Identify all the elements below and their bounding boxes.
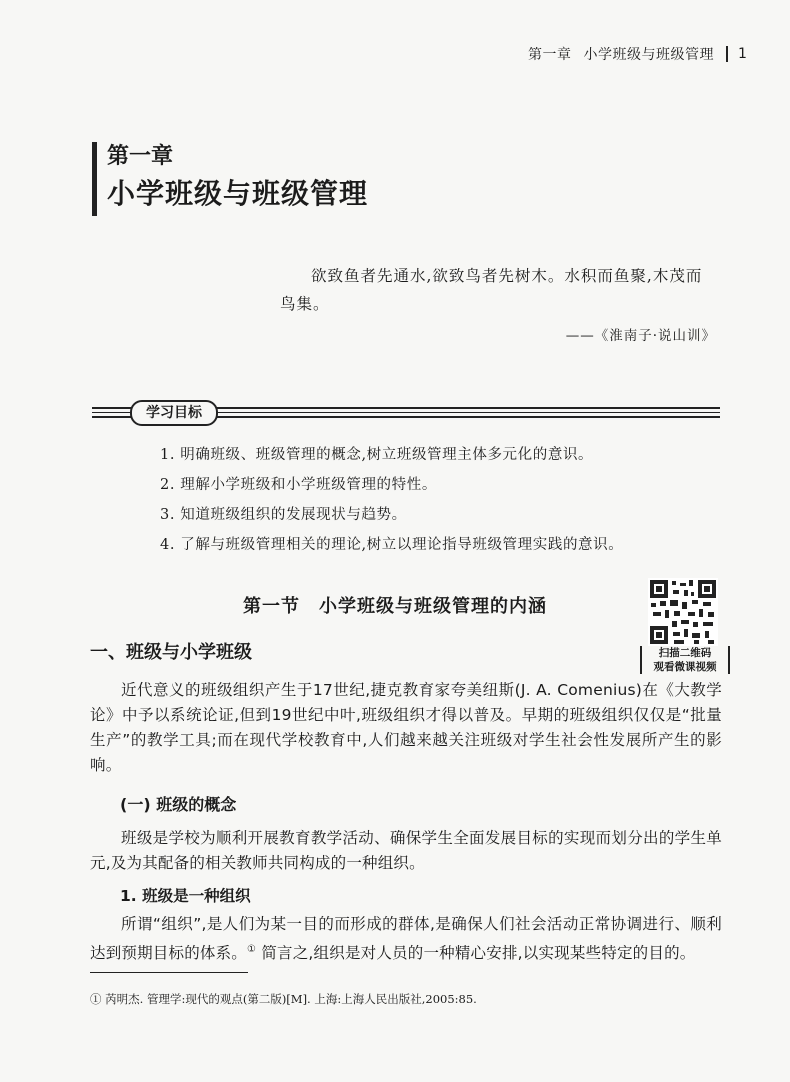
chapter-number: 第一章: [107, 144, 174, 169]
heading-level-3: 1. 班级是一种组织: [120, 887, 251, 905]
epigraph: [280, 262, 716, 350]
qr-caption-line-1: 扫描二维码: [658, 647, 712, 659]
goal-item: 3. 知道班级组织的发展现状与趋势。: [160, 507, 407, 523]
footnote-divider: [90, 972, 248, 973]
goal-item: 2. 理解小学班级和小学班级管理的特性。: [160, 477, 437, 493]
learning-goals-banner: [92, 400, 720, 426]
paragraph-text: 简言之,组织是对人员的一种精心安排,以实现某些特定的目的。: [256, 944, 696, 963]
chapter-title: 小学班级与班级管理: [107, 177, 369, 210]
footnote-marker[interactable]: ①: [247, 944, 257, 955]
goal-item: 1. 明确班级、班级管理的概念,树立班级管理主体多元化的意识。: [160, 447, 594, 463]
page-number: 1: [738, 46, 748, 62]
epigraph-quote: 欲致鱼者先通水,欲致鸟者先树木。水积而鱼聚,木茂而鸟集。: [280, 267, 703, 313]
qr-caption: [640, 646, 730, 674]
qr-code-icon[interactable]: [648, 578, 718, 646]
qr-caption-line-2: 观看微课视频: [653, 661, 717, 673]
chapter-heading: [92, 142, 368, 216]
goal-item: 4. 了解与班级管理相关的理论,树立以理论指导班级管理实践的意识。: [160, 537, 624, 553]
learning-goals-list: [160, 440, 720, 560]
footnote: ① 芮明杰. 管理学:现代的观点(第二版)[M]. 上海:上海人民出版社,2005:85.: [90, 992, 477, 1006]
heading-level-2: (一) 班级的概念: [120, 795, 237, 814]
header-divider: [726, 46, 728, 62]
section-title: 第一节 小学班级与班级管理的内涵: [243, 596, 547, 617]
running-header: [528, 44, 747, 64]
paragraph: 近代意义的班级组织产生于17世纪,捷克教育家夸美纽斯(J. A. Comenius)在《大教学论》中予以系统论证,但到19世纪中叶,班级组织才得以普及。早期的班级组织仅仅是“批量生产”的教学工具;而在现代学校教育中,人们越来越关注班级对学生社会性发展所产生的影响。: [90, 681, 722, 774]
learning-goals-label: 学习目标: [130, 400, 218, 426]
running-header-title: 小学班级与班级管理: [583, 47, 714, 63]
paragraph-text: 所谓“组织”,是人们为某一目的而形成的群体,是确保人们社会活动正常协调进行、顺利达到预期目标的体系。: [90, 915, 722, 963]
running-header-chapter: 第一章: [528, 47, 572, 63]
heading-level-1: 一、班级与小学班级: [90, 642, 252, 663]
paragraph: [90, 912, 722, 966]
paragraph: 班级是学校为顺利开展教育教学活动、确保学生全面发展目标的实现而划分出的学生单元,及为其配备的相关教师共同构成的一种组织。: [90, 829, 722, 872]
epigraph-source: ——《淮南子·说山训》: [565, 328, 716, 344]
